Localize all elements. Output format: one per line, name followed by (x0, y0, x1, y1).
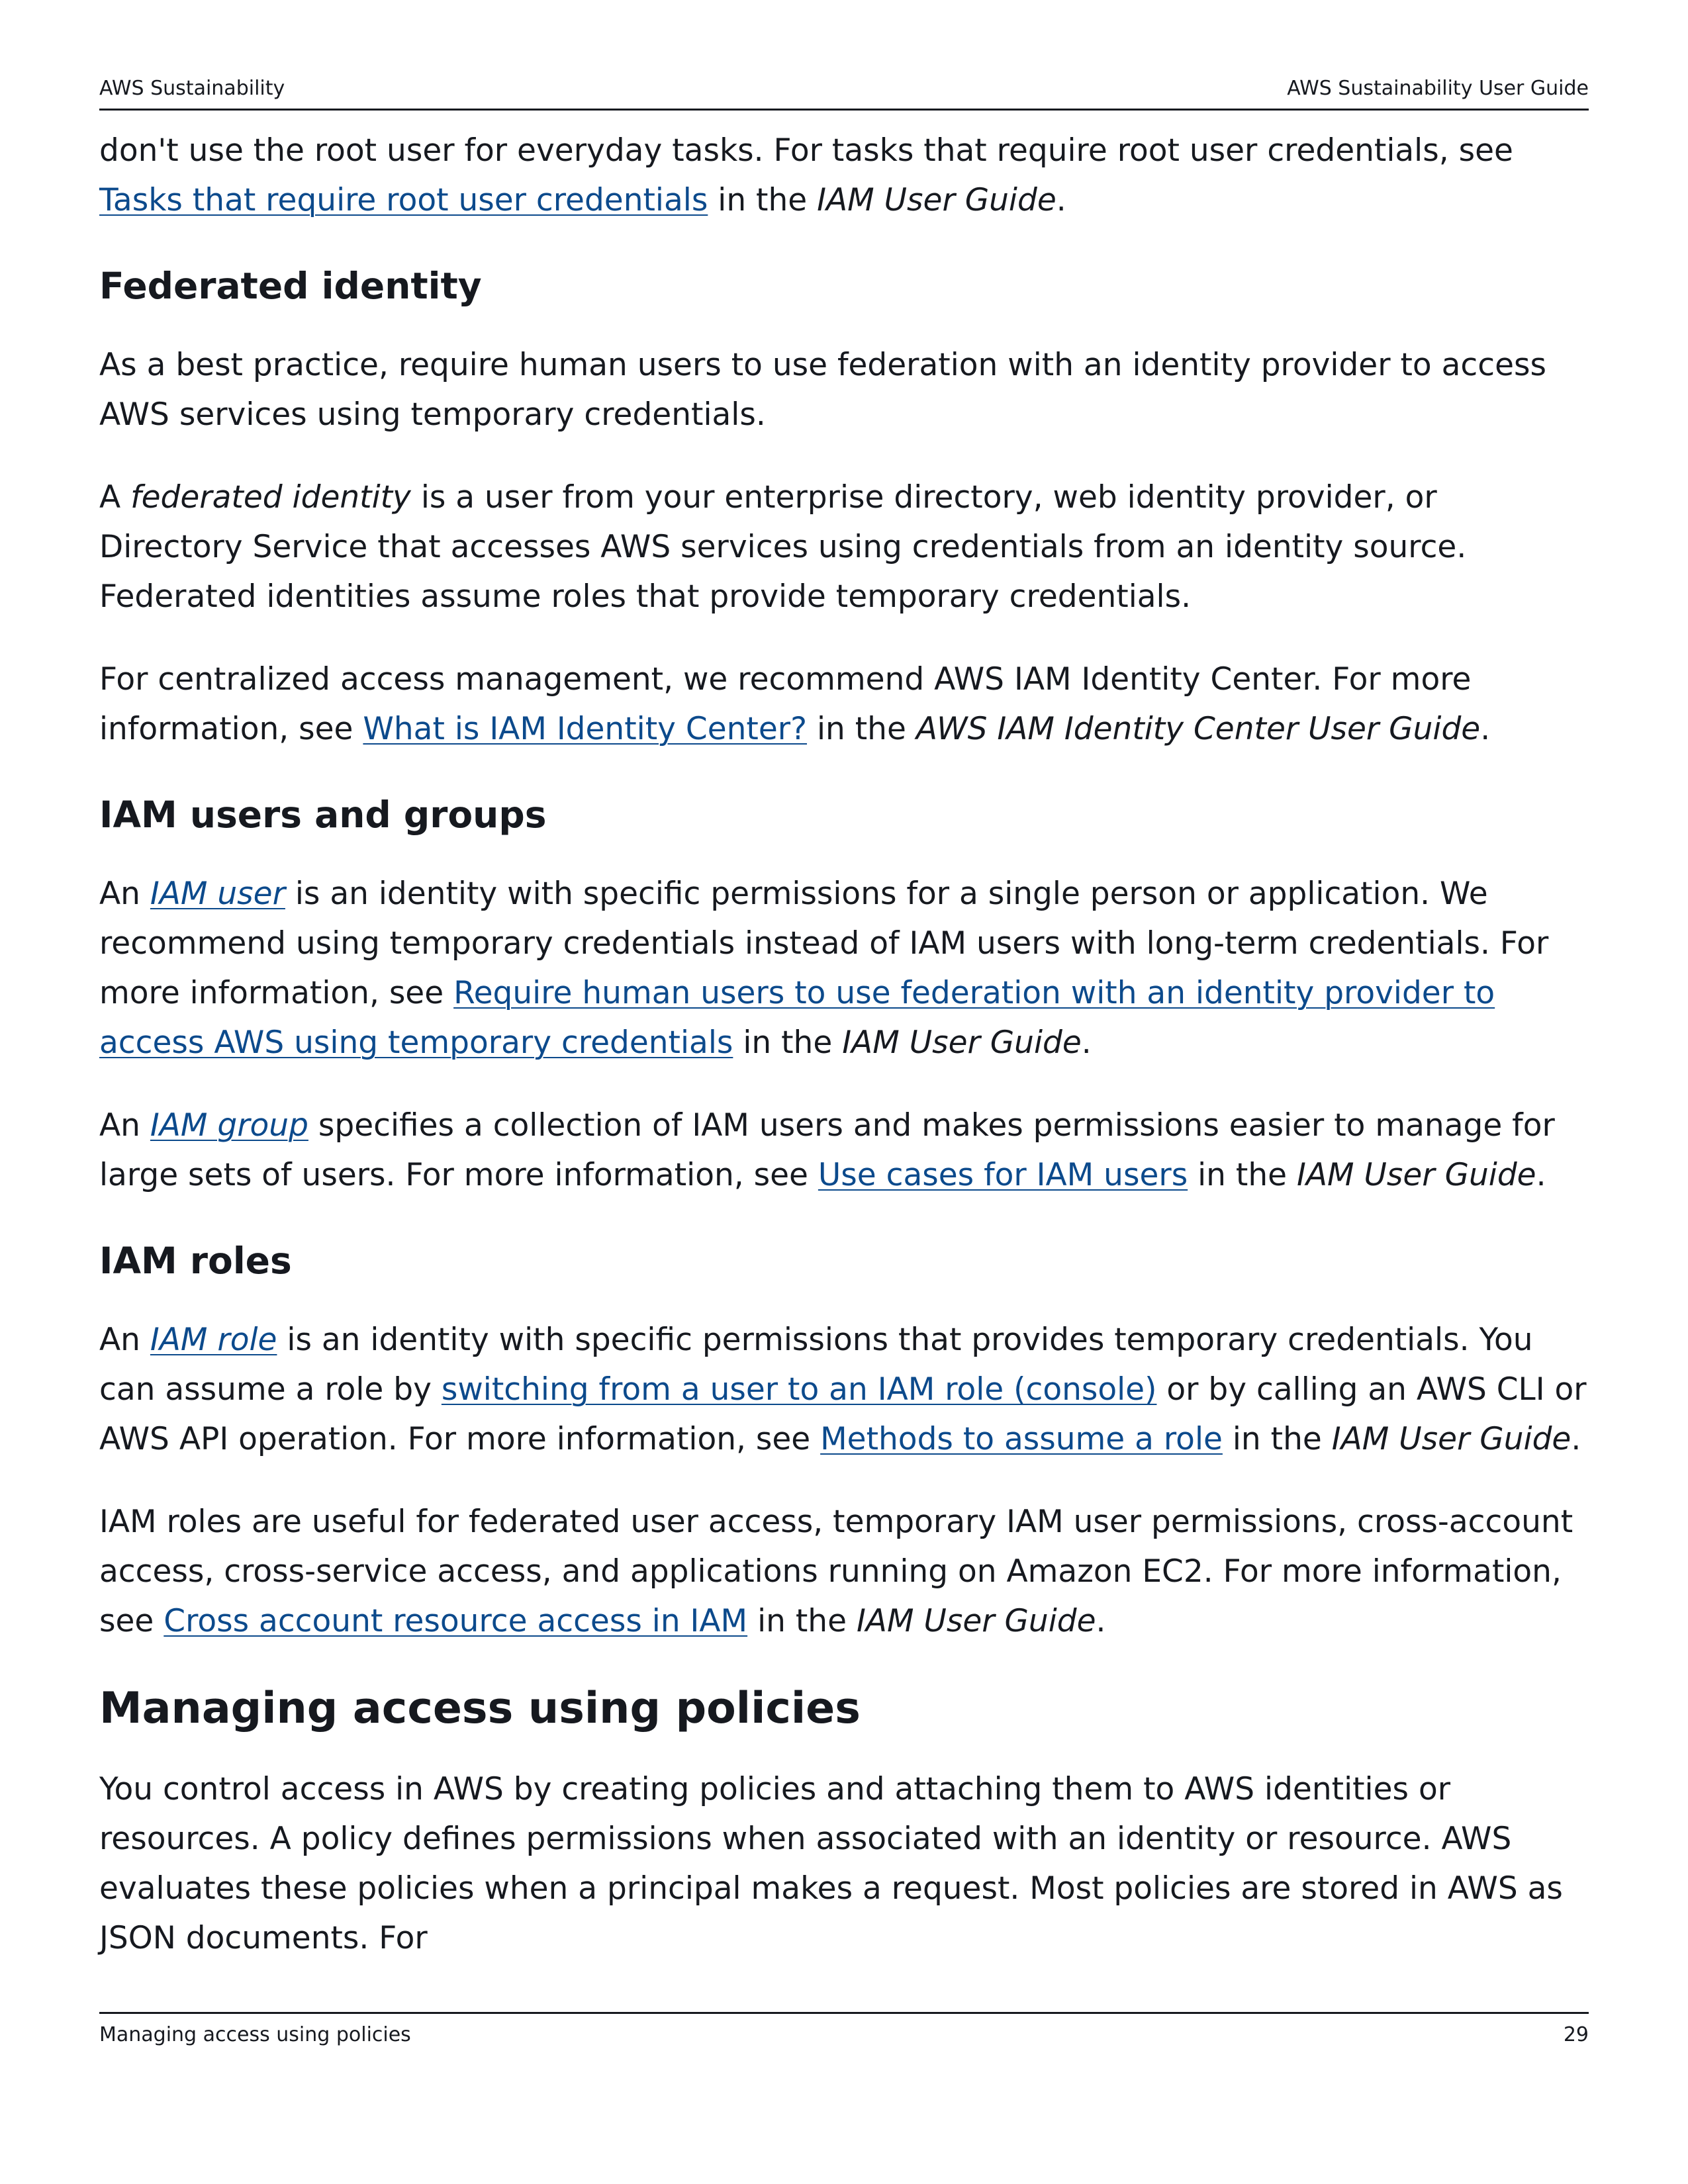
iam-role-link[interactable]: IAM role (150, 1322, 277, 1358)
federated-identity-heading: Federated identity (99, 265, 482, 307)
federated-paragraph-1: As a best practice, require human users to use federation with an identity provider to access AWS services using temporary credentials. (99, 347, 1546, 433)
page-number: 29 (1563, 2023, 1589, 2046)
groups-paragraph: An IAM group specifies a collection of IAM users and makes permissions easier to manage for large sets of users. For more information, see Use cases for IAM users in the IAM User Guide. (99, 1107, 1555, 1193)
identity-center-link[interactable]: What is IAM Identity Center? (363, 711, 808, 747)
page-content (99, 126, 1589, 1963)
footer-section-title: Managing access using policies (99, 2023, 411, 2046)
federated-paragraph-2: A federated identity is a user from your enterprise directory, web identity provider, or Directory Service that accesses AWS services using credentials from an identity source. Federated identities assume roles that provide temporary credentials. (99, 479, 1467, 615)
users-paragraph: An IAM user is an identity with specific permissions for a single person or application. We recommend using temporary credentials instead of IAM users with long-term credentials. For more information, see Require human users to use federation with an identity provider to access AWS using temporary credentials in the IAM User Guide. (99, 876, 1549, 1061)
require-federation-link[interactable]: Require human users to use federation with an identity provider to access AWS using temporary credentials (99, 975, 1495, 1061)
intro-paragraph: don't use the root user for everyday tasks. For tasks that require root user credentials, see Tasks that require root user credentials in the IAM User Guide. (99, 132, 1513, 218)
header-guide-title: AWS Sustainability User Guide (1287, 77, 1589, 100)
page-footer (99, 2012, 1589, 2047)
iam-user-link[interactable]: IAM user (150, 876, 285, 912)
iam-roles-heading: IAM roles (99, 1240, 292, 1282)
roles-paragraph-1: An IAM role is an identity with specific permissions that provides temporary credentials. You can assume a role by switching from a user to an IAM role (console) or by calling an AWS CLI or AWS API operation. For more information, see Methods to assume a role in the IAM User Guide. (99, 1322, 1587, 1457)
iam-group-link[interactable]: IAM group (150, 1107, 308, 1144)
use-cases-link[interactable]: Use cases for IAM users (818, 1157, 1188, 1193)
users-groups-heading: IAM users and groups (99, 794, 547, 836)
cross-account-link[interactable]: Cross account resource access in IAM (164, 1603, 748, 1639)
root-credentials-link[interactable]: Tasks that require root user credentials (99, 182, 708, 218)
policies-paragraph: You control access in AWS by creating policies and attaching them to AWS identities or resources. A policy defines permissions when associated with an identity or resource. AWS evaluates these policies when a principal makes a request. Most policies are stored in AWS as JSON documents. For (99, 1771, 1563, 1956)
federated-paragraph-3: For centralized access management, we recommend AWS IAM Identity Center. For more information, see What is IAM Identity Center? in the AWS IAM Identity Center User Guide. (99, 661, 1491, 747)
switching-role-link[interactable]: switching from a user to an IAM role (console) (441, 1371, 1157, 1408)
header-doc-title: AWS Sustainability (99, 77, 285, 100)
managing-access-heading: Managing access using policies (99, 1684, 861, 1733)
assume-role-methods-link[interactable]: Methods to assume a role (820, 1421, 1223, 1457)
roles-paragraph-2: IAM roles are useful for federated user access, temporary IAM user permissions, cross-account access, cross-service access, and applications running on Amazon EC2. For more information, see Cross account resource access in IAM in the IAM User Guide. (99, 1504, 1573, 1639)
page-header (99, 74, 1589, 111)
